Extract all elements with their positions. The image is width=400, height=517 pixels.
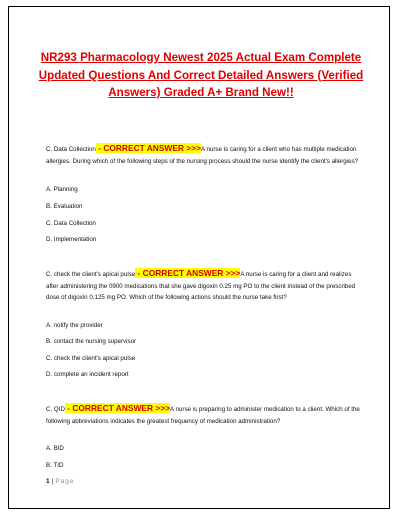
answer-text: C. check the client's apical pulse (46, 271, 136, 278)
page-label: Page (55, 478, 75, 485)
correct-answer-marker: - CORRECT ANSWER >>> (64, 403, 171, 413)
option-item: C. check the client's apical pulse (46, 355, 136, 362)
option-item: B. Evaluation (46, 203, 83, 210)
page-footer (46, 478, 75, 485)
correct-answer-marker: - CORRECT ANSWER >>> (135, 268, 241, 278)
option-item: A. notify the provider (46, 322, 103, 329)
option-item: A. BID (46, 445, 64, 452)
page-number: 1 (46, 478, 50, 485)
option-item: B. contact the nursing supervisor (46, 338, 137, 345)
answer-text: C. QID (46, 406, 65, 413)
option-item: D. complete an incident report (46, 371, 129, 378)
document-title: NR293 Pharmacology Newest 2025 Actual Exam Complete Updated Questions And Correct Detailed Answers (Verified Answers) Graded A+ Brand New!! (38, 51, 364, 99)
qa-item-2 (46, 268, 364, 304)
option-item: C. Data Collection (46, 220, 96, 227)
option-item: A. Planning (46, 186, 78, 193)
option-item: D. Implementation (46, 236, 97, 243)
qa-item-1 (46, 143, 364, 167)
correct-answer-marker: - CORRECT ANSWER >>> (95, 143, 201, 153)
question-text: A nurse is caring for a client and realizes after administering the 0900 medications that she gave digoxin 0.25 mg PO to the client instead of the prescribed dose of digoxin 0.125 mg PO. Which of the following actions should the nurse take first? (46, 271, 356, 302)
question-text: A nurse is caring for a client who has multiple medication allergies. During which of the following steps of the nursing process should the nurse identify the client's allergies? (46, 146, 359, 165)
qa-item-3 (46, 403, 364, 427)
question-text: A nurse is preparing to administer medication to a client. Which of the following abbreviations indicates the greatest frequency of medication administration? (46, 406, 360, 425)
document-page (8, 6, 390, 509)
option-item: B. TID (46, 462, 64, 469)
answer-text: C. Data Collection (46, 146, 96, 153)
footer-separator: | (51, 478, 54, 485)
